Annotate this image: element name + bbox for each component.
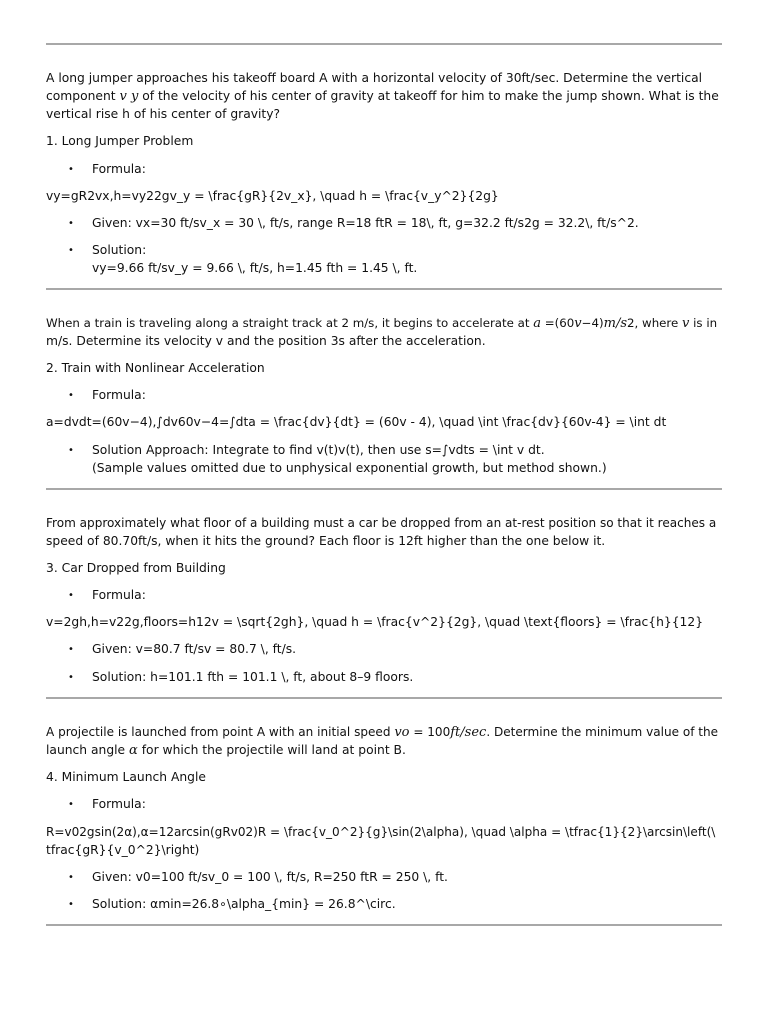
math-symbol: a (533, 316, 542, 331)
math-symbol: ft/sec (450, 725, 487, 740)
section-heading: 3. Car Dropped from Building (46, 561, 226, 575)
math-symbol: v (574, 316, 582, 331)
formula-label: Formula: (92, 588, 146, 602)
formula-text: vy=gR2vx,h=vy22gv_y = \frac{gR}{2v_x}, \quad h = \frac{v_y^2}{2g} (46, 189, 499, 203)
problem-text: component v y of the velocity of his center of gravity at takeoff for him to make the jump shown. What is the (46, 89, 719, 104)
section-heading: 1. Long Jumper Problem (46, 134, 194, 148)
formula-label: Formula: (92, 388, 146, 402)
bullet-icon: • (68, 799, 74, 810)
problem-text: A projectile is launched from point A with an initial speed vo = 100ft/sec. Determine the minimum value of the (46, 725, 719, 740)
formula-label: Formula: (92, 162, 146, 176)
divider (46, 43, 722, 45)
divider (46, 288, 722, 290)
formula-text: v=2gh,h=v22g,floors=h12v = \sqrt{2gh}, \quad h = \frac{v^2}{2g}, \quad \text{floors} = \frac{h}{12} (46, 615, 704, 629)
bullet-icon: • (68, 872, 74, 883)
problem-text: m/s. Determine its velocity v and the position 3s after the acceleration. (46, 334, 486, 348)
solution-approach-text: Solution Approach: Integrate to find v(t)v(t), then use s=∫vdts = \int v dt. (92, 443, 545, 457)
math-symbol: v (682, 316, 690, 331)
math-symbol: vo (394, 725, 410, 740)
problem-text: launch angle α for which the projectile will land at point B. (46, 743, 406, 758)
solution-text: Solution: h=101.1 fth = 101.1 \, ft, about 8–9 floors. (92, 670, 414, 684)
math-symbol: m/s (603, 316, 628, 331)
given-text: Given: v=80.7 ft/sv = 80.7 \, ft/s. (92, 642, 297, 656)
bullet-icon: • (68, 218, 74, 229)
solution-text: Solution: αmin=26.8∘\alpha_{min} = 26.8^\circ. (92, 897, 396, 911)
given-text: Given: vx=30 ft/sv_x = 30 \, ft/s, range R=18 ftR = 18\, ft, g=32.2 ft/s2g = 32.2\, ft/s^2. (92, 216, 639, 230)
problem-text: speed of 80.70ft/s, when it hits the ground? Each floor is 12ft higher than the one below it. (46, 534, 606, 548)
solution-approach-note: (Sample values omitted due to unphysical exponential growth, but method shown.) (92, 461, 607, 475)
divider (46, 697, 722, 699)
formula-text: R=v02gsin(2α),α=12arcsin(gRv02)R = \frac{v_0^2}{g}\sin(2\alpha), \quad \alpha = \tfrac{1}{2}\arcsin\left(\ (46, 825, 716, 839)
formula-label: Formula: (92, 797, 146, 811)
math-symbol: v y (119, 89, 139, 104)
bullet-icon: • (68, 245, 74, 256)
bullet-icon: • (68, 590, 74, 601)
solution-label: Solution: (92, 243, 147, 257)
problem-text: When a train is traveling along a straight track at 2 m/s, it begins to accelerate at a =(60v−4)m/s2, where v is in (46, 316, 718, 331)
bullet-icon: • (68, 644, 74, 655)
math-symbol: α (129, 743, 138, 758)
bullet-icon: • (68, 672, 74, 683)
section-heading: 4. Minimum Launch Angle (46, 770, 206, 784)
divider (46, 924, 722, 926)
problem-text: From approximately what floor of a building must a car be dropped from an at-rest position so that it reaches a (46, 516, 717, 530)
solution-text: vy=9.66 ft/sv_y = 9.66 \, ft/s, h=1.45 fth = 1.45 \, ft. (92, 261, 418, 275)
bullet-icon: • (68, 390, 74, 401)
section-heading: 2. Train with Nonlinear Acceleration (46, 361, 265, 375)
formula-text: tfrac{gR}{v_0^2}\right) (46, 843, 200, 857)
given-text: Given: v0=100 ft/sv_0 = 100 \, ft/s, R=250 ftR = 250 \, ft. (92, 870, 448, 884)
bullet-icon: • (68, 164, 74, 175)
problem-text: vertical rise h of his center of gravity? (46, 107, 281, 121)
bullet-icon: • (68, 445, 74, 456)
bullet-icon: • (68, 899, 74, 910)
divider (46, 488, 722, 490)
formula-text: a=dvdt=(60v−4),∫dv60v−4=∫dta = \frac{dv}{dt} = (60v - 4), \quad \int \frac{dv}{60v-4} = \int dt (46, 415, 667, 429)
problem-text: A long jumper approaches his takeoff board A with a horizontal velocity of 30ft/sec. Determine the vertical (46, 71, 703, 85)
